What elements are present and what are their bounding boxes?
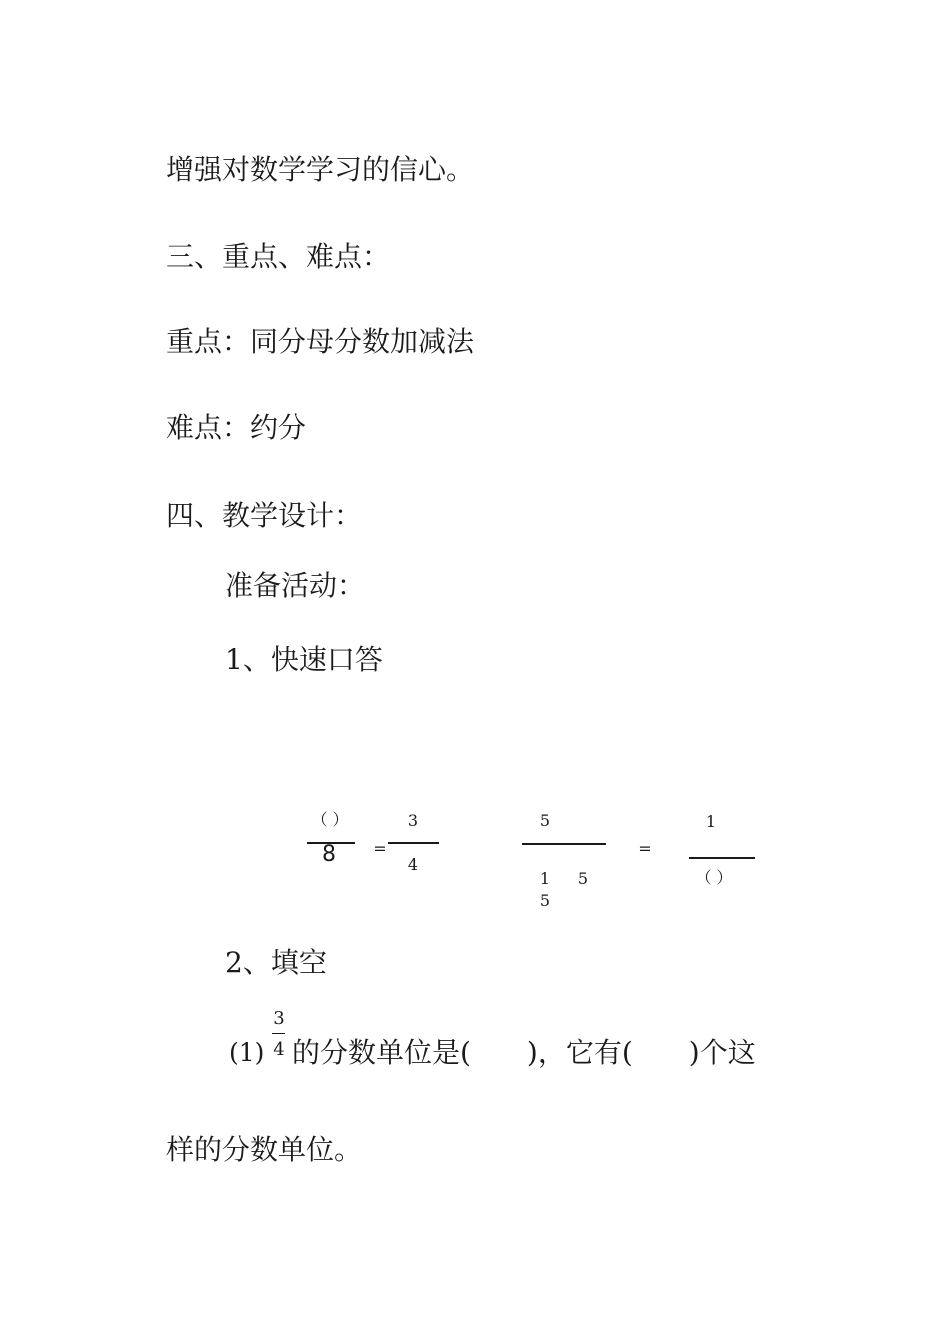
- text-difficult-point: 难点：约分: [166, 411, 307, 444]
- fraction-3-bar: [522, 843, 606, 845]
- fraction-3-denominator-c: 5: [539, 891, 551, 910]
- inline-fraction-denominator: 4: [273, 1039, 285, 1060]
- equals-sign-2: =: [638, 839, 652, 858]
- fill-item-1-label: (1): [229, 1038, 265, 1067]
- fill-item-1-text: 的分数单位是( )，它有( )个这: [292, 1036, 756, 1069]
- inline-fraction-numerator: 3: [273, 1008, 285, 1029]
- text-fill-blank: 2、填空: [225, 946, 327, 979]
- fraction-2-denominator: 4: [407, 855, 419, 874]
- fraction-1-numerator: （ ）: [311, 810, 349, 829]
- heading-key-difficult-points: 三、重点、难点：: [166, 240, 391, 273]
- fraction-3-denominator-b: 5: [577, 869, 589, 888]
- heading-teaching-design: 四、教学设计：: [166, 499, 363, 532]
- text-line-confidence: 增强对数学学习的信心。: [166, 153, 475, 186]
- inline-fraction-bar: [272, 1033, 285, 1034]
- fraction-1-denominator: 8: [322, 842, 336, 867]
- text-preparation-activity: 准备活动：: [225, 569, 366, 602]
- text-key-point: 重点：同分母分数加减法: [166, 325, 475, 358]
- fraction-4-numerator: 1: [705, 812, 717, 831]
- fraction-4-bar: [689, 857, 755, 859]
- fraction-4-denominator: （ ）: [695, 868, 733, 887]
- fraction-2-bar: [388, 842, 439, 844]
- text-quick-answer: 1、快速口答: [225, 643, 383, 676]
- equals-sign-1: =: [373, 839, 387, 858]
- text-line-units: 样的分数单位。: [166, 1133, 363, 1166]
- fraction-2-numerator: 3: [407, 811, 419, 830]
- fraction-3-numerator: 5: [539, 811, 551, 830]
- fraction-3-denominator-a: 1: [539, 869, 551, 888]
